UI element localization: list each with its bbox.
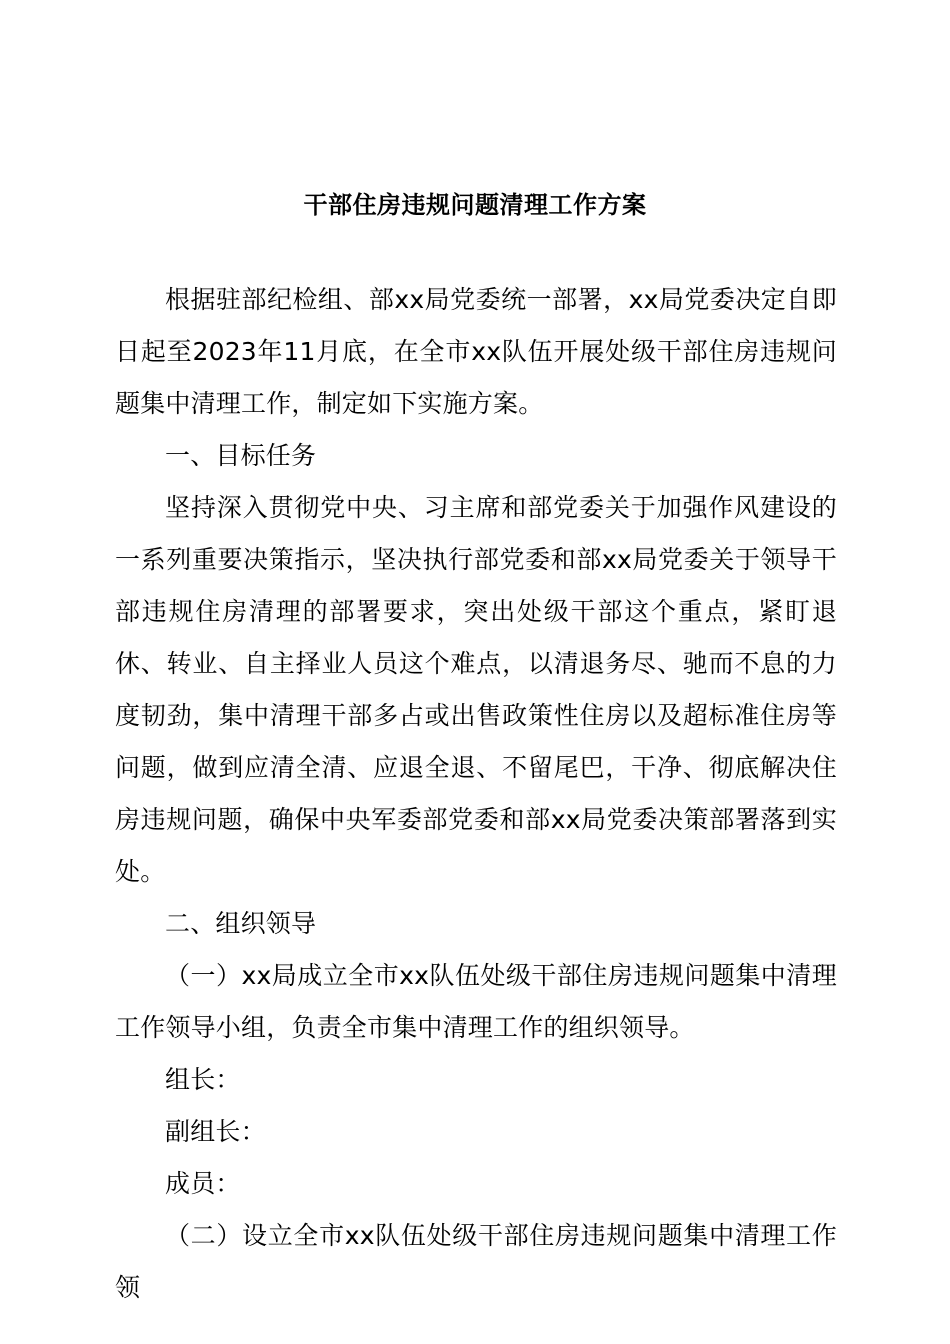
section-heading-goals: 一、目标任务 — [165, 441, 317, 470]
section-heading-leadership: 二、组织领导 — [165, 909, 317, 938]
paragraph-intro: 根据驻部纪检组、部xx局党委统一部署，xx局党委决定自即日起至2023年11月底，在全市xx队伍开展处级干部住房违规问题集中清理工作，制定如下实施方案。 — [115, 285, 837, 418]
field-members: 成员： — [165, 1169, 241, 1198]
paragraph-leadership-group: （一）xx局成立全市xx队伍处级干部住房违规问题集中清理工作领导小组，负责全市集中清理工作的组织领导。 — [115, 961, 837, 1042]
field-deputy-leader: 副组长： — [165, 1117, 266, 1146]
document-body — [115, 274, 837, 1314]
document-title: 干部住房违规问题清理工作方案 — [303, 191, 647, 219]
field-leader: 组长： — [165, 1065, 241, 1094]
paragraph-office-setup: （二）设立全市xx队伍处级干部住房违规问题集中清理工作领 — [115, 1221, 837, 1302]
paragraph-goals: 坚持深入贯彻党中央、习主席和部党委关于加强作风建设的一系列重要决策指示，坚决执行部党委和部xx局党委关于领导干部违规住房清理的部署要求，突出处级干部这个重点，紧盯退休、转业、自主择业人员这个难点，以清退务尽、驰而不息的力度韧劲，集中清理干部多占或出售政策性住房以及超标准住房等问题，做到应清全清、应退全退、不留尾巴，干净、彻底解决住房违规问题，确保中央军委部党委和部xx局党委决策部署落到实处。 — [115, 493, 837, 886]
